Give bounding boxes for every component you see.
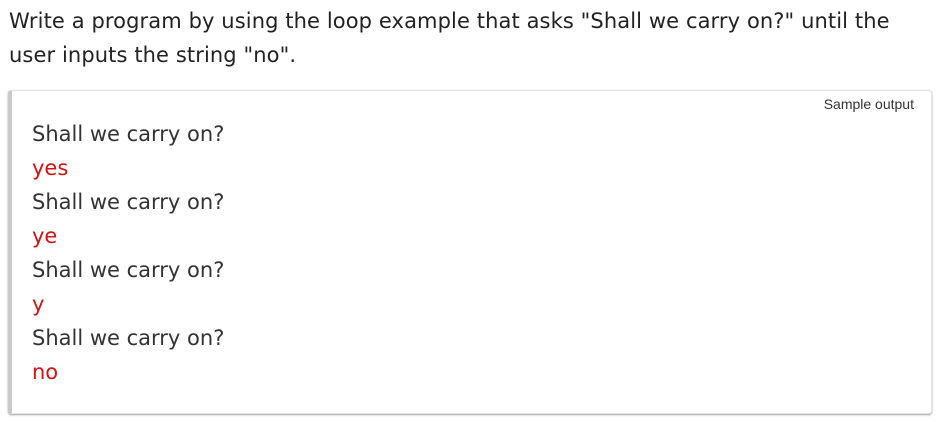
output-line-user-input: ye (32, 224, 58, 248)
output-line-prompt: Shall we carry on? (32, 122, 225, 146)
output-line-prompt: Shall we carry on? (32, 190, 225, 214)
output-line-user-input: no (32, 360, 59, 384)
exercise-instruction: Write a program by using the loop example that asks "Shall we carry on?" until the user inputs the string "no". (9, 9, 890, 67)
output-line-prompt: Shall we carry on? (32, 326, 225, 350)
sample-output-label: Sample output (823, 96, 914, 112)
sample-output-lines (32, 117, 224, 389)
output-line-prompt: Shall we carry on? (32, 258, 225, 282)
output-line-user-input: y (32, 292, 45, 316)
output-line-user-input: yes (32, 156, 69, 180)
sample-output-box (8, 90, 932, 414)
